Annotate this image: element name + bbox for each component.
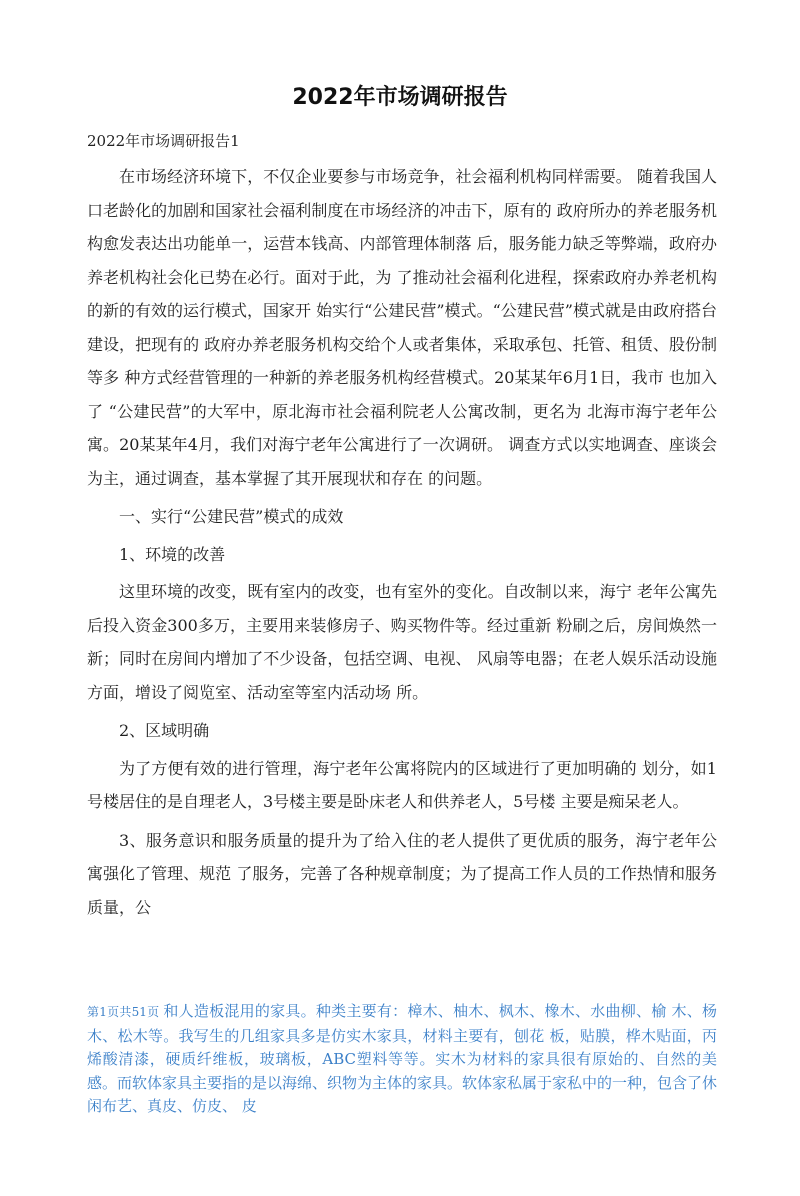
document-subtitle: 2022年市场调研报告1	[87, 132, 240, 150]
paragraph-intro: 在市场经济环境下，不仅企业要参与市场竞争，社会福利机构同样需要。 随着我国人口老龄化的加剧和国家社会福利制度在市场经济的冲击下，原有的 政府所办的养老服务机构愈发表达出功能单一，运营本钱高、内部管理体制落 后，服务能力缺乏等弊端，政府办养老机构社会化已势在必行。面对于此，为 了推动社会福利化进程，探索政府办养老机构的新的有效的运行模式，国家开 始实行“公建民营”模式。“公建民营”模式就是由政府搭台建设，把现有的 政府办养老服务机构交给个人或者集体，采取承包、托管、租赁、股份制等多 种方式经营管理的一种新的养老服务机构经营模式。20某某年6月1日，我市 也加入了 “公建民营”的大军中，原北海市社会福利院老人公寓改制，更名为 北海市海宁老年公寓。20某某年4月，我们对海宁老年公寓进行了一次调研。 调查方式以实地调查、座谈会为主，通过调查，基本掌握了其开展现状和存在 的问题。	[87, 167, 717, 488]
footer-text: 和人造板混用的家具。种类主要有：樟木、柚木、枫木、橡木、水曲柳、榆 木、杨木、松木等。我写生的几组家具多是仿实木家具，材料主要有，刨花 板，贴膜，桦木贴面，丙烯酸清漆，硬质纤维板，玻璃板，ABC塑料等等。实木为材料的家具很有原始的、自然的美感。而软体家具主要指的是以海绵、织物为主体的家具。软体家私属于家私中的一种，包含了休闲布艺、真皮、仿皮、 皮	[87, 1002, 718, 1115]
section-heading: 一、实行“公建民营”模式的成效	[119, 507, 344, 526]
paragraph-zoning: 为了方便有效的进行管理，海宁老年公寓将院内的区域进行了更加明确的 划分，如1号楼居住的是自理老人，3号楼主要是卧床老人和供养老人，5号楼 主要是痴呆老人。	[87, 758, 717, 811]
subsection-heading-zoning: 2、区域明确	[119, 721, 210, 740]
document-body	[87, 160, 717, 929]
subsection-heading-environment: 1、环境的改善	[119, 544, 226, 564]
page-title: 2022年市场调研报告	[292, 85, 508, 110]
page-number: 第1页共51页	[87, 1005, 160, 1019]
paragraph-service: 3、服务意识和服务质量的提升为了给入住的老人提供了更优质的服务，海宁老年公寓强化了管理、规范 了服务，完善了各种规章制度；为了提高工作人员的工作热情和服务质量，公	[87, 830, 717, 917]
footer-overlay-text	[87, 1000, 717, 1119]
paragraph-environment: 这里环境的改变，既有室内的改变，也有室外的变化。自改制以来，海宁 老年公寓先后投入资金300多万，主要用来装修房子、购买物件等。经过重新 粉刷之后，房间焕然一新；同时在房间内增加了不少设备，包括空调、电视、 风扇等电器；在老人娱乐活动设施方面，增设了阅览室、活动室等室内活动场 所。	[87, 582, 717, 702]
